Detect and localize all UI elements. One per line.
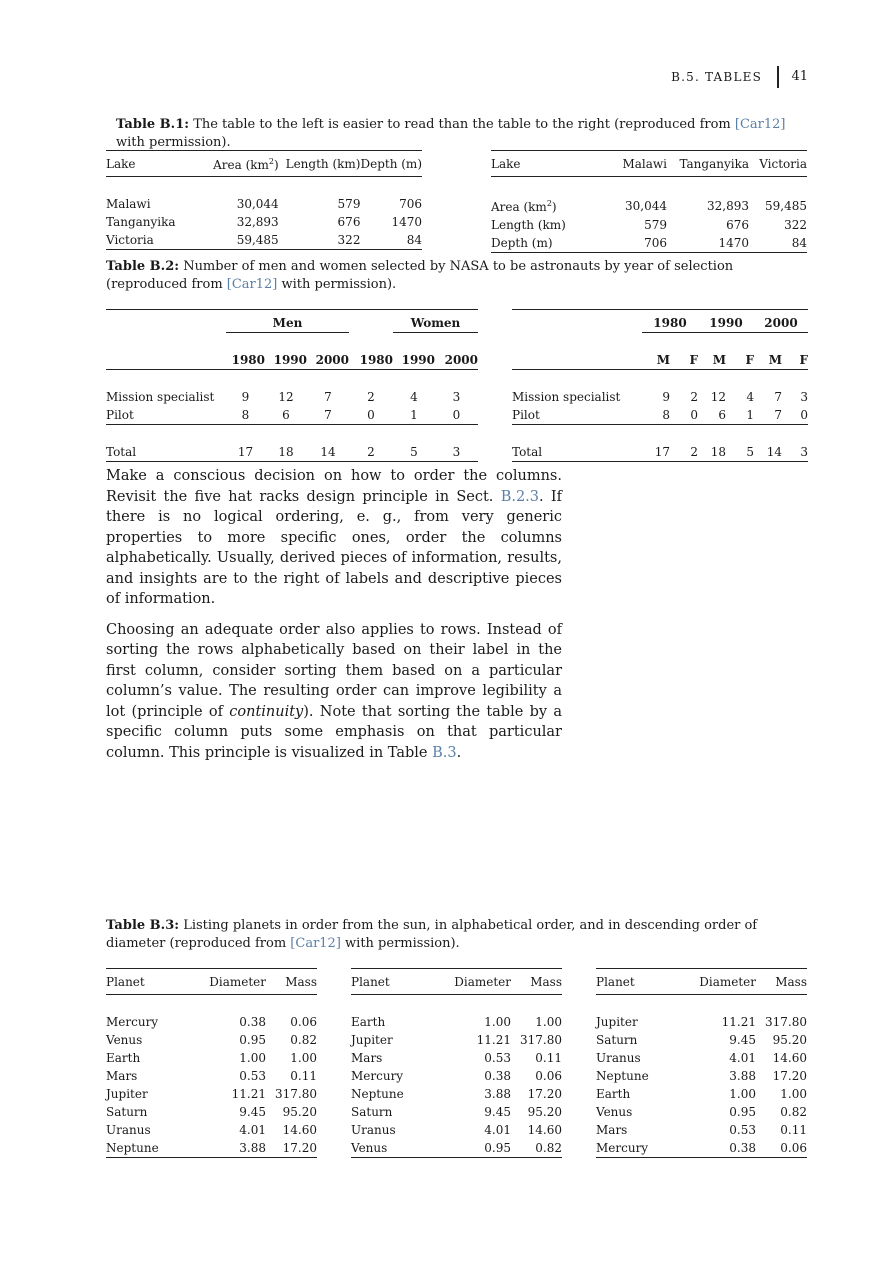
- table-b2-left-rule-top: [106, 309, 478, 310]
- table-row: Mars 0.53 0.11: [596, 1123, 807, 1137]
- col-header: Diameter: [699, 974, 756, 989]
- table-row: Victoria 59,485 322 84: [106, 231, 422, 250]
- header-divider: [777, 66, 779, 88]
- caption-text: Number of men and women selected by NASA to be astronauts by year of selection (reproduced from: [106, 259, 734, 292]
- table-row: Mission specialist 9 2 12 4 7 3: [512, 390, 808, 404]
- col-header: Lake: [106, 156, 136, 171]
- table-row: Depth (m) 706 1470 84: [491, 234, 807, 253]
- table-row: Venus 0.95 0.82: [106, 1033, 317, 1047]
- caption-text: Listing planets in order from the sun, in alphabetical order, and in descending order of diameter (reproduced from: [106, 918, 758, 951]
- citation-link[interactable]: [Car12]: [290, 936, 341, 951]
- group-header-2000: 2000: [754, 314, 808, 333]
- table-row: Mercury 0.38 0.06: [351, 1069, 562, 1083]
- table-b1-left: [106, 150, 422, 250]
- paragraph: Make a conscious decision on how to order the columns. Revisit the five hat racks design principle in Sect. B.2.3. If there is no logical ordering, e. g., from very generic properties to more specific ones, order the columns alphabetically. Usually, derived pieces of information, results, and insights are to the right of labels and descriptive pieces of information.: [106, 468, 562, 607]
- table-ref-link[interactable]: B.3: [432, 744, 457, 761]
- table-row: Neptune 3.88 17.20: [351, 1087, 562, 1101]
- col-header: 1980: [359, 353, 393, 367]
- col-header: F: [799, 353, 808, 367]
- body-text: [106, 466, 562, 773]
- col-header: Tanganyika: [679, 156, 749, 171]
- table-row: Malawi 30,044 579 706: [106, 197, 422, 211]
- table-row: Venus 0.95 0.82: [351, 1139, 562, 1158]
- caption-label: Table B.1:: [116, 117, 190, 132]
- caption-label: Table B.2:: [106, 259, 180, 274]
- col-header: Depth (m): [360, 156, 422, 171]
- table-row: Jupiter 11.21 317.80: [106, 1087, 317, 1101]
- table-row: Pilot 8 0 6 1 7 0: [512, 406, 808, 425]
- table-row: Mission specialist 9 12 7 2 4 3: [106, 390, 461, 404]
- col-header: M: [768, 353, 782, 367]
- table-row: Saturn 9.45 95.20: [596, 1033, 807, 1047]
- caption-text: with permission).: [277, 277, 397, 292]
- citation-link[interactable]: [Car12]: [226, 277, 278, 292]
- col-header: Area $(km^2)$: [213, 157, 279, 172]
- col-header: 1990: [273, 353, 307, 367]
- col-header: F: [745, 353, 754, 367]
- col-header: 1980: [231, 353, 265, 367]
- table-row: Earth 1.00 1.00: [351, 1015, 562, 1029]
- table-row: Earth 1.00 1.00: [106, 1051, 317, 1065]
- table-row-total: Total 17 18 14 2 5 3: [106, 443, 478, 462]
- table-b3-caption: [106, 917, 808, 953]
- group-header-men: Men: [226, 314, 349, 333]
- table-row: Neptune 3.88 17.20: [596, 1069, 807, 1083]
- table-b1-caption: [116, 116, 816, 152]
- col-header: Mass: [775, 974, 807, 989]
- col-header: M: [712, 353, 726, 367]
- col-header: Planet: [351, 974, 390, 989]
- table-row: Saturn 9.45 95.20: [351, 1105, 562, 1119]
- col-header: Length (km): [285, 156, 361, 171]
- col-header: Diameter: [454, 974, 511, 989]
- table-row: Mars 0.53 0.11: [351, 1051, 562, 1065]
- table-row: Neptune 3.88 17.20: [106, 1139, 317, 1158]
- group-header-1980: 1980: [642, 314, 698, 333]
- col-header: 2000: [315, 353, 349, 367]
- table-b3-by-order: [106, 968, 317, 1158]
- caption-text: with permission).: [340, 936, 460, 951]
- table-row: Uranus 4.01 14.60: [596, 1051, 807, 1065]
- col-header: Mass: [530, 974, 562, 989]
- col-header: M: [656, 353, 670, 367]
- table-b3-alphabetical: [351, 968, 562, 1158]
- table-row: Jupiter 11.21 317.80: [351, 1033, 562, 1047]
- table-b1-right: [491, 150, 807, 253]
- col-header: Lake: [491, 156, 521, 171]
- table-row: Pilot 8 6 7 0 1 0: [106, 406, 478, 425]
- table-b3-by-diameter: [596, 968, 807, 1158]
- caption-text: with permission).: [116, 135, 231, 150]
- col-header: Planet: [106, 974, 145, 989]
- running-header: [620, 66, 808, 90]
- table-b2-caption: [106, 258, 808, 294]
- table-b2-right-rule-top: [512, 309, 808, 310]
- table-row-total: Total 17 2 18 5 14 3: [512, 443, 808, 462]
- table-row: Uranus 4.01 14.60: [106, 1123, 317, 1137]
- table-row: Tanganyika 32,893 676 1470: [106, 215, 422, 229]
- table-row: Mercury 0.38 0.06: [596, 1139, 807, 1158]
- citation-link[interactable]: [Car12]: [734, 117, 786, 132]
- col-header: 2000: [444, 353, 478, 367]
- col-header: Mass: [285, 974, 317, 989]
- table-row: Jupiter 11.21 317.80: [596, 1015, 807, 1029]
- table-row: Earth 1.00 1.00: [596, 1087, 807, 1101]
- table-row: Length (km) 579 676 322: [491, 218, 807, 232]
- table-row: Mercury 0.38 0.06: [106, 1015, 317, 1029]
- table-row: Mars 0.53 0.11: [106, 1069, 317, 1083]
- group-header-1990: 1990: [698, 314, 754, 333]
- col-header: Victoria: [759, 156, 807, 171]
- table-row: Uranus 4.01 14.60: [351, 1123, 562, 1137]
- group-header-women: Women: [393, 314, 478, 333]
- col-header: Planet: [596, 974, 635, 989]
- table-b2-right: [512, 314, 808, 462]
- col-header: Diameter: [209, 974, 266, 989]
- table-row: Area $(km^2)$ 30,044 32,893 59,485: [491, 198, 807, 214]
- col-header: F: [689, 353, 698, 367]
- caption-text: The table to the left is easier to read than the table to the right (reproduced from: [193, 117, 735, 132]
- page-number: 41: [791, 69, 808, 84]
- paragraph: Choosing an adequate order also applies to rows. Instead of sorting the rows alphabetically based on their label in the first column, consider sorting them based on a particular column’s value. The resulting order can improve legibility a lot (principle of continuity). Note that sorting the table by a specific column puts some emphasis on that particular column. This principle is visualized in Table B.3.: [106, 621, 562, 761]
- section-ref-link[interactable]: B.2.3: [500, 488, 540, 505]
- table-b2-left: [106, 314, 478, 462]
- col-header: Malawi: [622, 156, 667, 171]
- table-row: Venus 0.95 0.82: [596, 1105, 807, 1119]
- caption-label: Table B.3:: [106, 918, 180, 933]
- col-header: 1990: [401, 353, 435, 367]
- table-row: Saturn 9.45 95.20: [106, 1105, 317, 1119]
- section-title: B.5. TABLES: [671, 70, 762, 84]
